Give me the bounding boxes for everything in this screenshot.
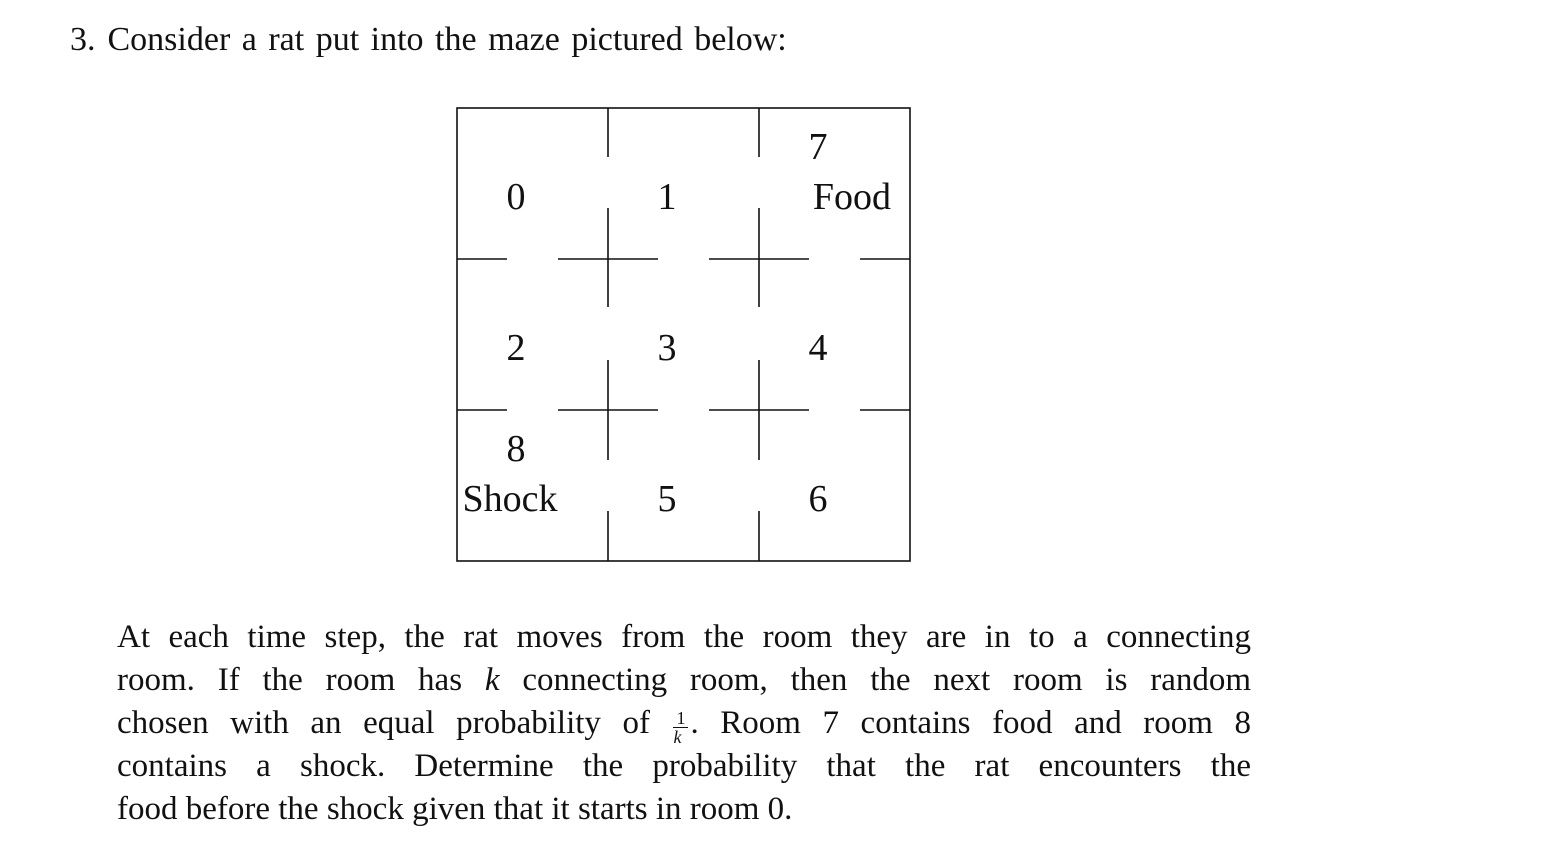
paragraph-line: food before the shock given that it starts in room 0. <box>117 791 793 827</box>
fraction-one-over-k <box>673 709 688 746</box>
paragraph-line: At each time step, the rat moves from the room they are in to a connecting <box>117 619 1251 655</box>
room-number-8: 8 <box>506 428 526 470</box>
text-run: connecting room, then the next room is random <box>522 662 1252 698</box>
paragraph-line <box>117 702 1251 745</box>
room-number-5: 5 <box>657 478 677 520</box>
paragraph-line: contains a shock. Determine the probability that the rat encounters the <box>117 748 1251 784</box>
text-run: room. If the room has <box>117 662 463 698</box>
text-run: . Room 7 contains food and room 8 <box>690 705 1251 741</box>
fraction-numerator: 1 <box>673 709 688 728</box>
problem-description <box>117 616 1251 831</box>
room-label-food: Food <box>812 176 892 218</box>
room-number-3: 3 <box>657 327 677 369</box>
variable-k: k <box>484 662 500 698</box>
room-label-shock: Shock <box>462 478 558 520</box>
paragraph-line <box>117 659 1251 702</box>
room-number-6: 6 <box>808 478 828 520</box>
room-number-2: 2 <box>506 327 526 369</box>
room-number-4: 4 <box>808 327 828 369</box>
problem-intro: Consider a rat put into the maze pictured below: <box>107 21 787 58</box>
text-run: chosen with an equal probability of <box>117 705 650 741</box>
problem-number: 3. <box>70 21 96 58</box>
fraction-denominator: k <box>673 727 682 747</box>
room-number-1: 1 <box>657 176 677 218</box>
room-number-7: 7 <box>808 126 828 168</box>
room-number-0: 0 <box>506 176 526 218</box>
